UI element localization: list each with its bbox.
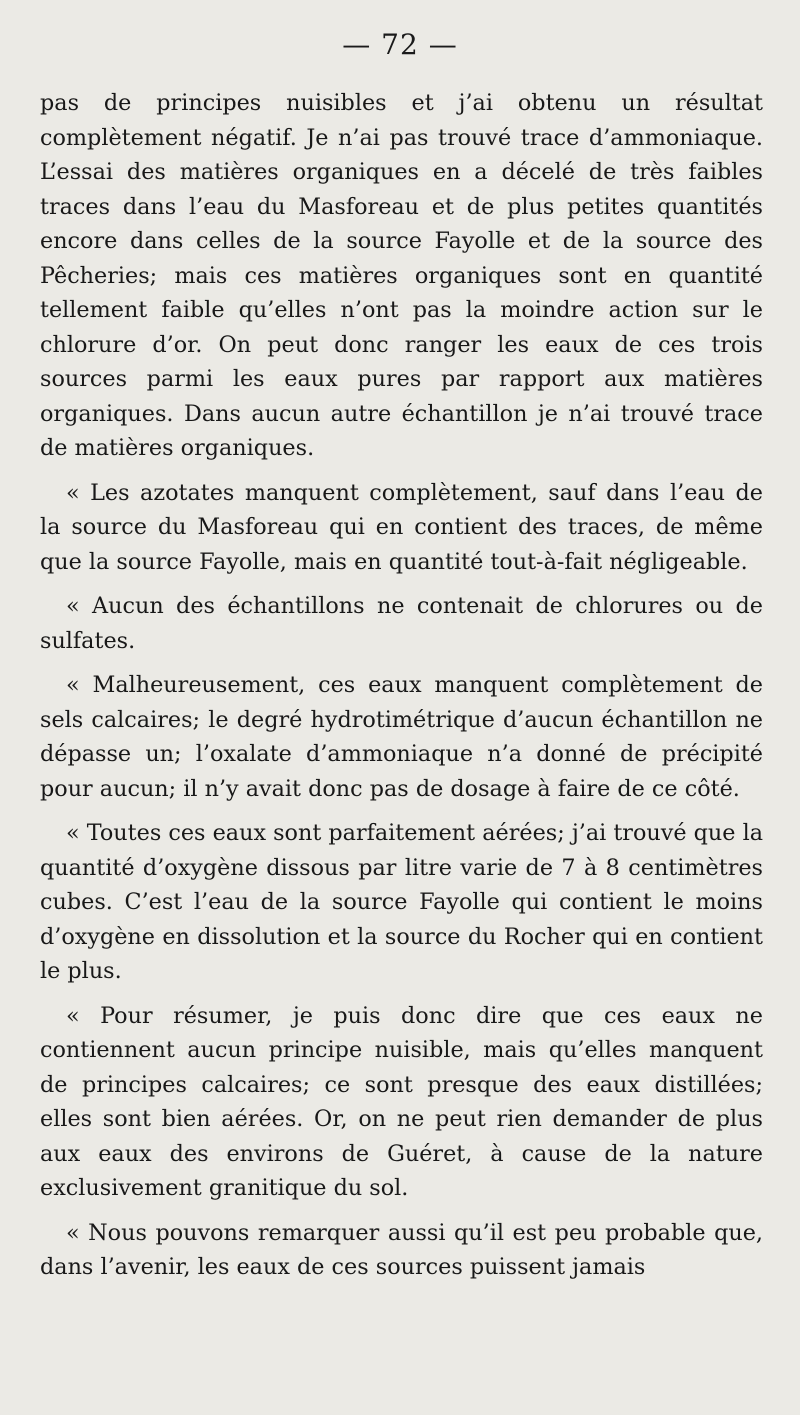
paragraph-chlorures: « Aucun des échantillons ne contenait de chlorures ou de sulfates. [40,593,763,654]
paragraph-resume: « Pour résumer, je puis donc dire que ces eaux ne contiennent aucun principe nuisible, mais qu’elles manquent de principes calcaires; ce sont presque des eaux distillées; elles sont bien aérées. Or, on ne peut rien demander de plus aux eaux des environs de Guéret, à cause de la nature exclusivement granitique du sol. [40,1002,763,1201]
page-number: — 72 — [342,28,458,61]
paragraph-oxygene: « Toutes ces eaux sont parfaitement aérées; j’ai trouvé que la quantité d’oxygène dissous par litre varie de 7 à 8 centimètres cubes. C’est l’eau de la source Fayolle qui contient le moins d’oxygène en dissolution et la source du Rocher qui en contient le plus. [40,820,763,984]
paragraph-calcaires: « Malheureusement, ces eaux manquent complètement de sels calcaires; le degré hydrotimétrique d’aucun échantillon ne dépasse un; l’oxalate d’ammoniaque n’a donné de précipité pour aucun; il n’y avait donc pas de dosage à faire de ce côté. [40,672,763,802]
paragraph-avenir: « Nous pouvons remarquer aussi qu’il est peu probable que, dans l’avenir, les eaux de ces sources puissent jamais [40,1219,763,1280]
paragraph-azotates: « Les azotates manquent complètement, sauf dans l’eau de la source du Masforeau qui en contient des traces, de même que la source Fayolle, mais en quantité tout-à-fait négligeable. [40,479,763,575]
body-text [40,86,763,1285]
paragraph-continued: pas de principes nuisibles et j’ai obtenu un résultat complètement négatif. Je n’ai pas trouvé trace d’ammoniaque. L’essai des matières organiques en a décelé de très faibles traces dans l’eau du Masforeau et de plus petites quantités encore dans celles de la source Fayolle et de la source des Pêcheries; mais ces matières organiques sont en quantité tellement faible qu’elles n’ont pas la moindre action sur le chlorure d’or. On peut donc ranger les eaux de ces trois sources parmi les eaux pures par rapport aux matières organiques. Dans aucun autre échantillon je n’ai trouvé trace de matières organiques. [40,90,763,461]
